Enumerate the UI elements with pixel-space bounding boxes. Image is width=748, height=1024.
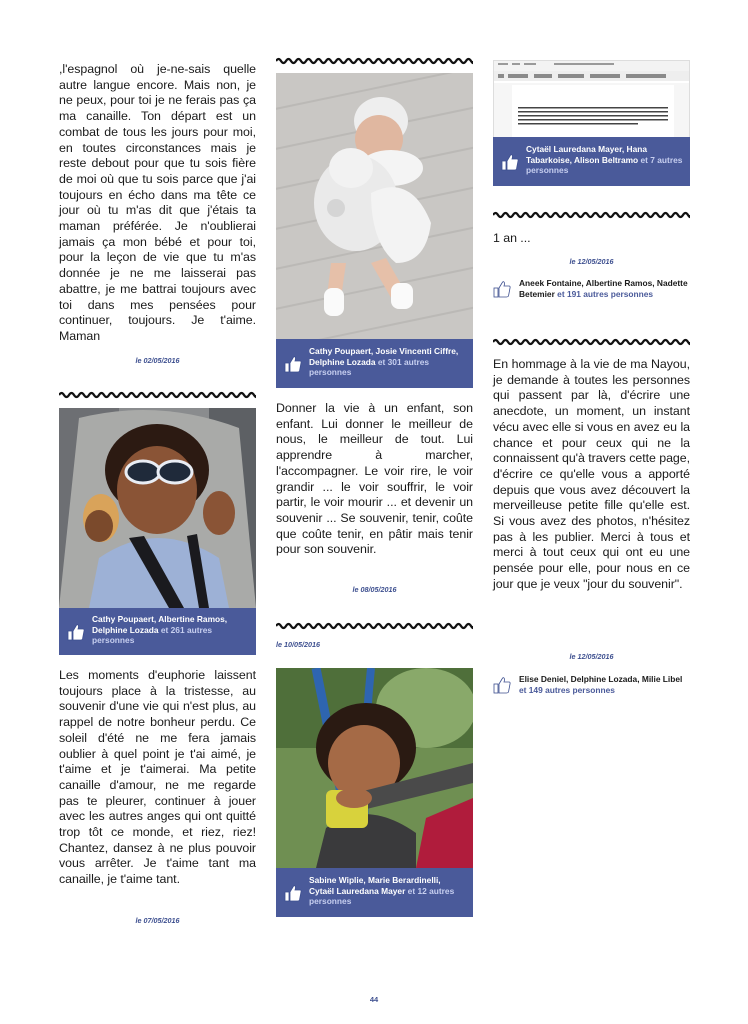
post-date: le 12/05/2016: [569, 257, 614, 266]
post-text: En hommage à la vie de ma Nayou, je demande à toutes les personnes qui passent par là, d'écrire une anecdote, un moment, un instant vécu avec elle si vous en avez eu la chance et pour ceux qui ne la connaissent qu'à travers cette page, d'écrire ce qu'elle vous a apporté depuis que vous avez découvert la merveilleuse petite fille qu'elle est. Si vous avez des photos, n'hésitez pas à les publier. Merci à tous et merci à tout ceux qui ont eu une pensée pour elle, pour nous en ce jour que je veux "jour du souvenir".: [493, 357, 690, 591]
post-text: Donner la vie à un enfant, son enfant. Lui donner le meilleur de nous, le meilleur de tout. Lui apprendre à marcher, l'accompagner. Le voir rire, le voir grandir ... le voir souffrir, le voir partir, le voir mourir ... et devenir un souvenir ... Se souvenir, tenir, coûte que coûte tenir, en pâtir mais tenir pour son souvenir.: [276, 401, 473, 557]
post-date: le 10/05/2016: [276, 640, 320, 649]
likes-more: et 301 autres personnes: [309, 356, 430, 378]
likes-bar[interactable]: [59, 608, 256, 655]
photo-document-screenshot: [493, 60, 690, 138]
wave-divider: [59, 391, 256, 399]
likes-names: Aneek Fontaine, Albertine Ramos, Nadette Betemier: [519, 278, 688, 299]
thumbs-up-icon: [67, 623, 85, 641]
post-text: Les moments d'euphorie laissent toujours place à la tristesse, au souvenir d'une vie qui n'est plus, au rappel de notre bonheur perdu. Ce soleil d'été ne me fera jamais oublier à quel point je t'ai aimé, je t'aime et je t'aimerai. Ma petite canaille d'amour, ne me regarde pas te pleurer, continuer à jouer avec les autres anges qui ont quitté trop tôt ce monde, et riez, riez! Chantez, dansez à ne plus pouvoir vous arrêter. Je t'aime tant ma canaille, je t'aime tant.: [59, 668, 256, 887]
photo-girl-swing: [276, 668, 473, 868]
likes-bar[interactable]: [276, 868, 473, 917]
thumbs-up-icon: [493, 676, 511, 694]
likes-names: Cytaël Lauredana Mayer, Hana Tabarkoise, Alison Beltramo: [526, 144, 648, 165]
likes-bar[interactable]: [493, 137, 690, 186]
post-date: le 08/05/2016: [352, 585, 397, 594]
wave-divider: [493, 211, 690, 219]
likes-names: Sabine Wiplie, Marie Berardinelli, Cytaël Lauredana Mayer: [309, 875, 441, 896]
thumbs-up-icon: [284, 884, 302, 902]
photo-baby-teddy: [276, 73, 473, 339]
thumbs-up-icon: [493, 280, 511, 298]
post-text: 1 an ...: [493, 231, 531, 245]
page-number: 44: [369, 995, 379, 1004]
likes-names: Cathy Poupaert, Albertine Ramos, Delphine Lozada: [92, 614, 228, 635]
thumbs-up-icon: [284, 355, 302, 373]
photo-girl-sunglasses: [59, 408, 256, 608]
post-date: le 02/05/2016: [135, 356, 180, 365]
post-date: le 12/05/2016: [569, 652, 614, 661]
likes-more: et 191 autres personnes: [554, 288, 654, 299]
likes-more: et 261 autres personnes: [92, 624, 213, 646]
post-text: ,l'espagnol où je-ne-sais quelle autre langue encore. Mais non, je ne peux, pour toi je ne ferais pas ça ma canaille. Ton départ est un combat de tous les jours pour moi, en toutes circonstances mais je reste debout pour que tu sois fière de moi où que tu sois parce que j'ai toujours en écho dans ma tête ce jour où tu m'as dit que j'étais ta maman préférée. Je n'oublierai jamais ça mon bébé et pour toi, pour la leçon de vie que tu m'as donnée je ne me laisserai pas abattre, je me battrai toujours avec toi dans mes pensées pour continuer, toujours. Je t'aime. Maman: [59, 62, 256, 343]
likes-more: et 7 autres personnes: [526, 154, 683, 176]
likes-more: et 149 autres personnes: [519, 684, 615, 695]
wave-divider: [276, 57, 473, 65]
likes-names: Elise Deniel, Delphine Lozada, Milie Libel: [519, 674, 683, 684]
likes-bar[interactable]: [276, 339, 473, 388]
likes-names: Cathy Poupaert, Josie Vincenti Ciffre, Delphine Lozada: [309, 346, 459, 367]
wave-divider: [276, 622, 473, 630]
thumbs-up-icon: [501, 153, 519, 171]
post-date: le 07/05/2016: [135, 916, 180, 925]
likes-more: et 12 autres personnes: [309, 885, 455, 907]
likes-line[interactable]: [493, 278, 690, 300]
wave-divider: [493, 338, 690, 346]
likes-line[interactable]: [493, 674, 690, 696]
